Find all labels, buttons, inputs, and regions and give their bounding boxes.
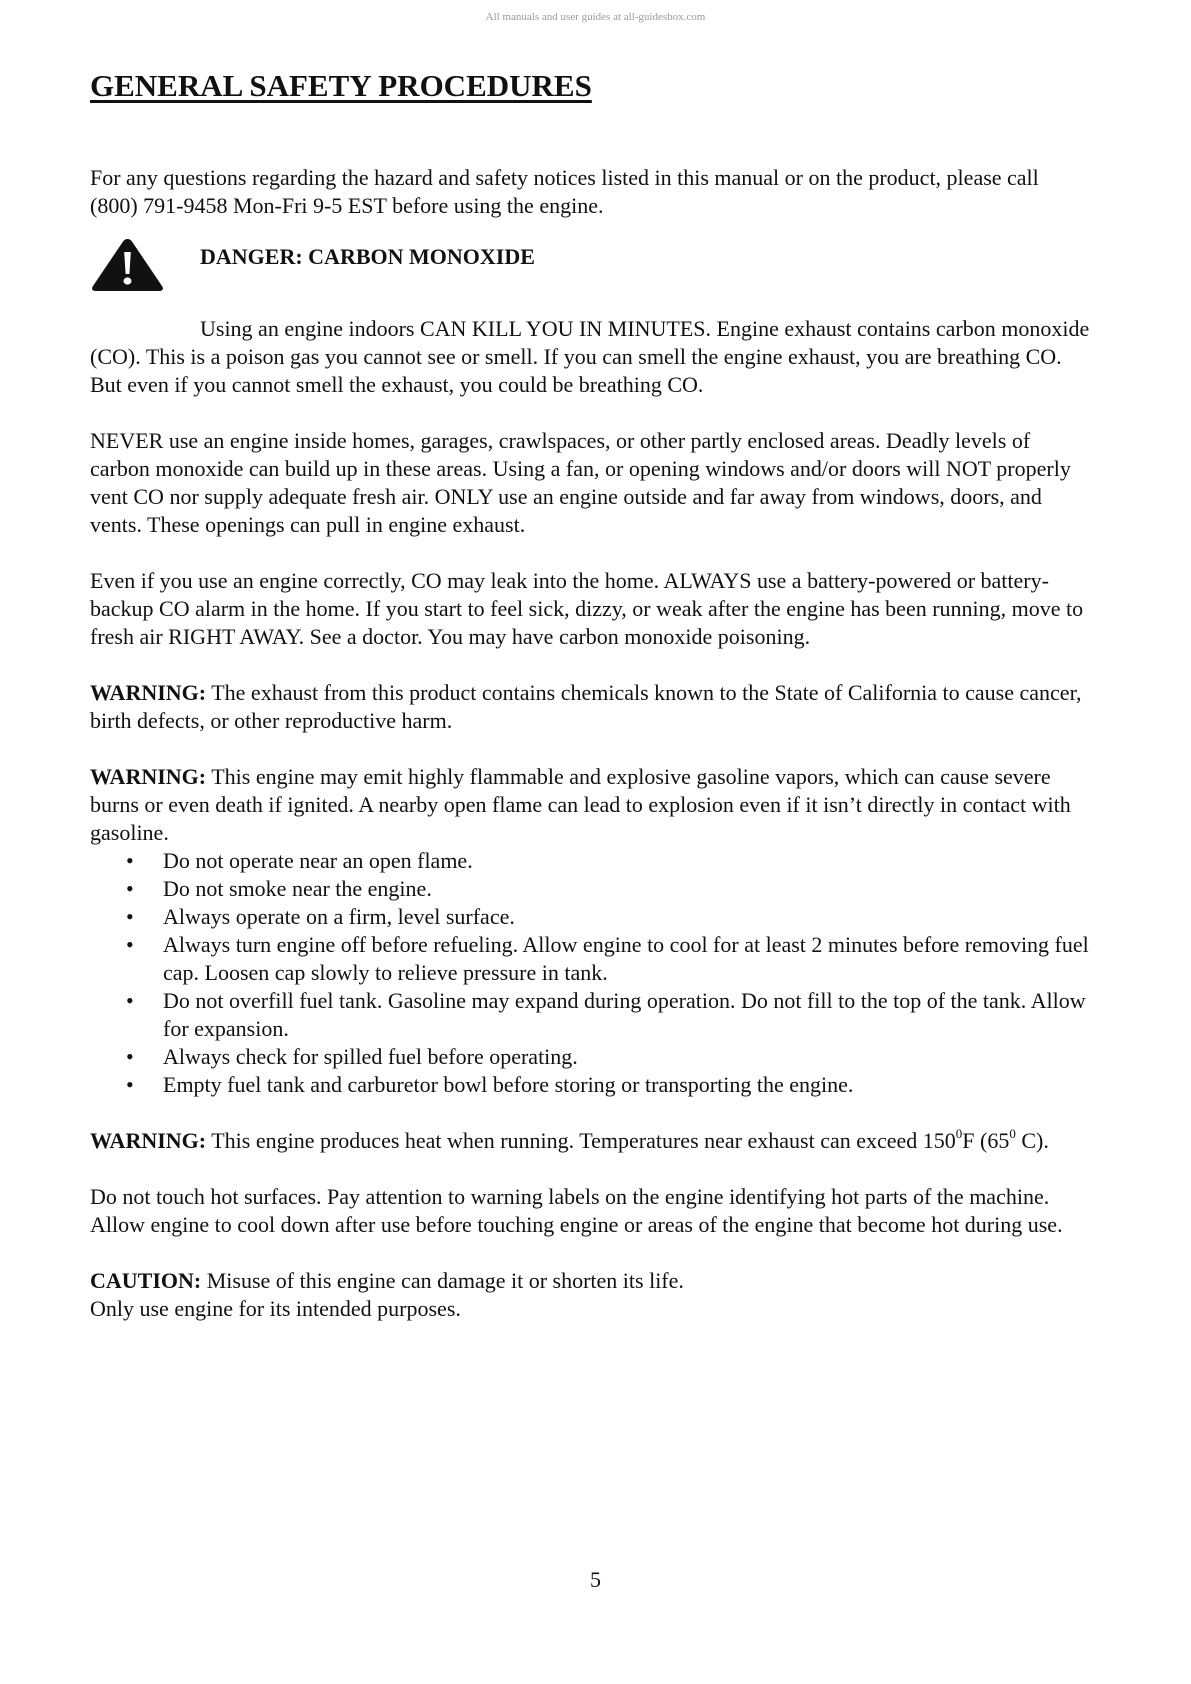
warning-text: The exhaust from this product contains chemicals known to the State of California to cause cancer, birth defects, or other reproductive harm.	[90, 680, 1082, 733]
list-item: • Always operate on a firm, level surface.	[90, 903, 1090, 931]
page-title: GENERAL SAFETY PROCEDURES	[90, 68, 592, 103]
caution-line-2: Only use engine for its intended purposes.	[90, 1296, 461, 1321]
warning-label: WARNING:	[90, 680, 207, 705]
danger-heading: DANGER: CARBON MONOXIDE	[200, 244, 535, 269]
warning-triangle-icon	[90, 236, 165, 292]
cool-down-paragraph: Allow engine to cool down after use before touching engine or areas of the engine that become hot during use.	[90, 1212, 1063, 1237]
warning-heat	[90, 1127, 1090, 1155]
caution-text: Misuse of this engine can damage it or shorten its life.	[201, 1268, 684, 1293]
list-item: • Do not smoke near the engine.	[90, 875, 1090, 903]
warning-gasoline	[90, 763, 1090, 847]
co-paragraph-2: NEVER use an engine inside homes, garages, crawlspaces, or other partly enclosed areas. Deadly levels of carbon monoxide can build up in these areas. Using a fan, or opening windows and/or doors will NOT properly vent CO nor supply adequate fresh air. ONLY use an engine outside and far away from windows, doors, and vents. These openings can pull in engine exhaust.	[90, 428, 1071, 537]
warning-text: This engine may emit highly flammable and explosive gasoline vapors, which can cause severe burns or even death if ignited. A nearby open flame can lead to explosion even if it isn’t directly in contact with gasoline.	[90, 764, 1071, 845]
hot-surfaces-paragraph: Do not touch hot surfaces. Pay attention to warning labels on the engine identifying hot parts of the machine.	[90, 1184, 1050, 1209]
list-item: • Do not operate near an open flame.	[90, 847, 1090, 875]
degree-superscript: 0	[1009, 1126, 1016, 1141]
document-page	[90, 66, 1090, 1323]
list-item: • Always turn engine off before refueling. Allow engine to cool for at least 2 minutes before removing fuel cap. Loosen cap slowly to relieve pressure in tank.	[90, 931, 1090, 987]
co-paragraph-3: Even if you use an engine correctly, CO may leak into the home. ALWAYS use a battery-powered or battery-backup CO alarm in the home. If you start to feel sick, dizzy, or weak after the engine has been running, move to fresh air RIGHT AWAY. See a doctor. You may have carbon monoxide poisoning.	[90, 568, 1084, 649]
gasoline-safety-list	[90, 847, 1090, 1099]
caution-paragraph	[90, 1267, 1090, 1295]
warning-text: This engine produces heat when running. Temperatures near exhaust can exceed 150	[206, 1128, 956, 1153]
list-item: • Empty fuel tank and carburetor bowl before storing or transporting the engine.	[90, 1071, 1090, 1099]
watermark: All manuals and user guides at all-guidesbox.com	[485, 11, 706, 23]
warning-text: F (65	[962, 1128, 1010, 1153]
list-item: • Always check for spilled fuel before operating.	[90, 1043, 1090, 1071]
intro-paragraph: For any questions regarding the hazard and safety notices listed in this manual or on the product, please call (800) 791-9458 Mon-Fri 9-5 EST before using the engine.	[90, 165, 1039, 218]
page-number: 5	[590, 1567, 601, 1592]
danger-header	[90, 233, 1090, 293]
warning-label: WARNING:	[90, 764, 207, 789]
list-item: • Do not overfill fuel tank. Gasoline may expand during operation. Do not fill to the top of the tank. Allow for expansion.	[90, 987, 1090, 1043]
warning-label: WARNING:	[90, 1128, 207, 1153]
warning-california	[90, 679, 1090, 735]
caution-label: CAUTION:	[90, 1268, 202, 1293]
warning-text: C).	[1015, 1128, 1049, 1153]
co-paragraph-1: Using an engine indoors CAN KILL YOU IN MINUTES. Engine exhaust contains carbon monoxide (CO). This is a poison gas you cannot see or smell. If you can smell the engine exhaust, you are breathing CO. But even if you cannot smell the exhaust, you could be breathing CO.	[90, 316, 1090, 397]
degree-superscript: 0	[955, 1126, 963, 1141]
